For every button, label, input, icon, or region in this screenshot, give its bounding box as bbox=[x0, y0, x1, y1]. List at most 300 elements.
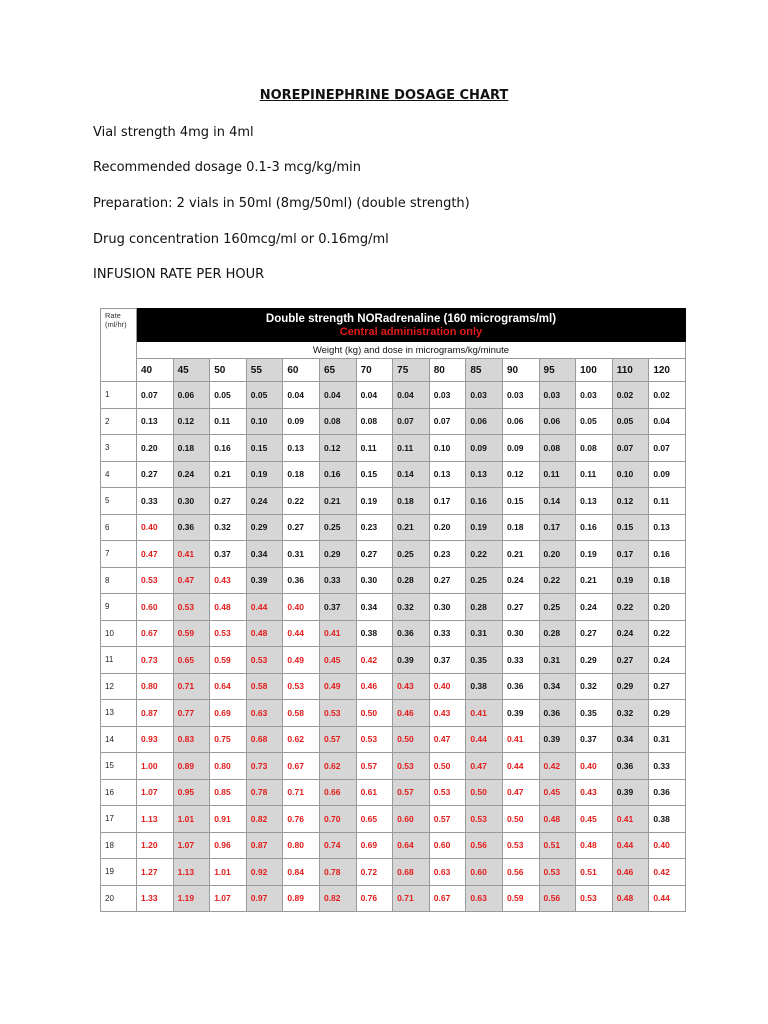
dose-cell: 0.40 bbox=[649, 832, 686, 859]
dose-cell: 0.13 bbox=[466, 461, 503, 488]
dose-cell: 0.34 bbox=[246, 541, 283, 568]
dose-cell: 0.02 bbox=[612, 382, 649, 409]
dose-cell: 0.50 bbox=[502, 806, 539, 833]
dose-cell: 0.64 bbox=[210, 673, 247, 700]
dose-cell: 1.01 bbox=[173, 806, 210, 833]
dose-cell: 0.03 bbox=[576, 382, 613, 409]
dose-cell: 0.19 bbox=[356, 488, 393, 515]
rate-column-header: Rate (ml/hr) bbox=[101, 309, 137, 382]
dose-cell: 0.80 bbox=[137, 673, 174, 700]
dose-cell: 0.53 bbox=[137, 567, 174, 594]
dose-cell: 0.78 bbox=[246, 779, 283, 806]
dose-cell: 0.04 bbox=[393, 382, 430, 409]
weight-header-cell: 120 bbox=[649, 359, 686, 382]
dose-cell: 0.44 bbox=[466, 726, 503, 753]
dose-cell: 0.36 bbox=[539, 700, 576, 727]
dose-cell: 0.25 bbox=[393, 541, 430, 568]
dose-cell: 0.11 bbox=[393, 435, 430, 462]
dose-cell: 0.60 bbox=[393, 806, 430, 833]
dose-cell: 0.71 bbox=[173, 673, 210, 700]
dose-cell: 0.93 bbox=[137, 726, 174, 753]
dose-cell: 0.23 bbox=[429, 541, 466, 568]
dose-cell: 0.28 bbox=[466, 594, 503, 621]
dose-cell: 0.53 bbox=[466, 806, 503, 833]
dose-cell: 0.24 bbox=[246, 488, 283, 515]
dose-cell: 0.20 bbox=[429, 514, 466, 541]
dose-cell: 0.73 bbox=[246, 753, 283, 780]
weight-header-cell: 60 bbox=[283, 359, 320, 382]
banner-subtitle: Central administration only bbox=[339, 326, 483, 338]
dose-cell: 0.47 bbox=[137, 541, 174, 568]
dose-cell: 0.43 bbox=[210, 567, 247, 594]
dose-cell: 0.08 bbox=[356, 408, 393, 435]
dose-cell: 0.29 bbox=[246, 514, 283, 541]
dose-cell: 0.38 bbox=[356, 620, 393, 647]
dose-cell: 0.56 bbox=[502, 859, 539, 886]
rate-cell: 3 bbox=[101, 435, 137, 462]
dose-cell: 0.36 bbox=[393, 620, 430, 647]
dose-cell: 0.10 bbox=[429, 435, 466, 462]
dose-cell: 1.20 bbox=[137, 832, 174, 859]
dose-cell: 0.87 bbox=[246, 832, 283, 859]
dose-cell: 0.70 bbox=[319, 806, 356, 833]
dose-cell: 0.37 bbox=[319, 594, 356, 621]
dose-cell: 0.06 bbox=[466, 408, 503, 435]
dose-cell: 0.47 bbox=[466, 753, 503, 780]
dose-cell: 0.47 bbox=[429, 726, 466, 753]
rate-cell: 19 bbox=[101, 859, 137, 886]
rate-cell: 2 bbox=[101, 408, 137, 435]
dose-cell: 0.62 bbox=[283, 726, 320, 753]
dose-cell: 0.68 bbox=[393, 859, 430, 886]
dose-cell: 0.14 bbox=[539, 488, 576, 515]
dose-cell: 0.20 bbox=[649, 594, 686, 621]
dose-cell: 0.12 bbox=[173, 408, 210, 435]
dose-cell: 0.47 bbox=[173, 567, 210, 594]
dose-cell: 0.69 bbox=[356, 832, 393, 859]
dose-cell: 0.32 bbox=[612, 700, 649, 727]
dose-cell: 0.21 bbox=[210, 461, 247, 488]
rate-cell: 7 bbox=[101, 541, 137, 568]
dose-cell: 0.12 bbox=[319, 435, 356, 462]
dose-cell: 0.53 bbox=[356, 726, 393, 753]
dose-cell: 0.37 bbox=[210, 541, 247, 568]
dose-cell: 0.96 bbox=[210, 832, 247, 859]
dose-cell: 0.09 bbox=[502, 435, 539, 462]
dose-cell: 0.44 bbox=[649, 885, 686, 912]
vial-strength-line: Vial strength 4mg in 4ml bbox=[93, 125, 254, 140]
dose-cell: 1.27 bbox=[137, 859, 174, 886]
table-row bbox=[101, 514, 686, 541]
dose-cell: 0.18 bbox=[502, 514, 539, 541]
dose-cell: 0.16 bbox=[466, 488, 503, 515]
dose-cell: 0.08 bbox=[319, 408, 356, 435]
dose-cell: 0.21 bbox=[393, 514, 430, 541]
dose-cell: 0.11 bbox=[576, 461, 613, 488]
rate-cell: 17 bbox=[101, 806, 137, 833]
rate-cell: 12 bbox=[101, 673, 137, 700]
table-row bbox=[101, 541, 686, 568]
dose-cell: 0.22 bbox=[283, 488, 320, 515]
dose-cell: 0.74 bbox=[319, 832, 356, 859]
dose-cell: 0.28 bbox=[393, 567, 430, 594]
dose-cell: 0.92 bbox=[246, 859, 283, 886]
table-row bbox=[101, 567, 686, 594]
weight-subheader: Weight (kg) and dose in micrograms/kg/minute bbox=[137, 342, 686, 359]
dose-cell: 0.57 bbox=[429, 806, 466, 833]
dose-cell: 0.05 bbox=[210, 382, 247, 409]
dose-cell: 0.43 bbox=[576, 779, 613, 806]
dose-cell: 0.25 bbox=[319, 514, 356, 541]
dose-cell: 0.34 bbox=[612, 726, 649, 753]
dose-cell: 0.48 bbox=[576, 832, 613, 859]
weight-header-cell: 45 bbox=[173, 359, 210, 382]
dose-cell: 0.49 bbox=[283, 647, 320, 674]
dose-cell: 0.31 bbox=[466, 620, 503, 647]
dose-cell: 0.61 bbox=[356, 779, 393, 806]
dose-cell: 0.51 bbox=[576, 859, 613, 886]
dose-cell: 0.21 bbox=[576, 567, 613, 594]
dose-cell: 0.15 bbox=[246, 435, 283, 462]
dose-cell: 0.58 bbox=[283, 700, 320, 727]
dose-cell: 0.46 bbox=[356, 673, 393, 700]
dose-cell: 0.50 bbox=[466, 779, 503, 806]
table-row bbox=[101, 806, 686, 833]
dose-cell: 0.85 bbox=[210, 779, 247, 806]
table-row bbox=[101, 488, 686, 515]
dose-cell: 0.50 bbox=[429, 753, 466, 780]
dose-cell: 0.16 bbox=[319, 461, 356, 488]
table-row bbox=[101, 753, 686, 780]
weight-header-cell: 70 bbox=[356, 359, 393, 382]
dose-cell: 0.43 bbox=[393, 673, 430, 700]
table-row bbox=[101, 885, 686, 912]
dose-cell: 0.24 bbox=[173, 461, 210, 488]
dose-cell: 0.14 bbox=[393, 461, 430, 488]
dose-cell: 0.41 bbox=[612, 806, 649, 833]
dose-cell: 0.11 bbox=[649, 488, 686, 515]
table-row bbox=[101, 620, 686, 647]
dose-cell: 0.84 bbox=[283, 859, 320, 886]
dose-cell: 0.11 bbox=[210, 408, 247, 435]
dose-cell: 0.48 bbox=[612, 885, 649, 912]
dose-cell: 0.07 bbox=[612, 435, 649, 462]
dose-cell: 0.23 bbox=[356, 514, 393, 541]
dose-cell: 0.83 bbox=[173, 726, 210, 753]
dose-cell: 0.27 bbox=[137, 461, 174, 488]
dose-cell: 0.36 bbox=[502, 673, 539, 700]
dose-cell: 0.20 bbox=[137, 435, 174, 462]
rate-cell: 10 bbox=[101, 620, 137, 647]
dose-cell: 0.45 bbox=[319, 647, 356, 674]
dose-cell: 0.41 bbox=[319, 620, 356, 647]
dose-cell: 0.32 bbox=[393, 594, 430, 621]
dose-cell: 0.19 bbox=[612, 567, 649, 594]
dose-cell: 0.18 bbox=[283, 461, 320, 488]
dose-cell: 0.47 bbox=[502, 779, 539, 806]
dose-cell: 0.30 bbox=[173, 488, 210, 515]
dose-cell: 0.09 bbox=[466, 435, 503, 462]
dose-cell: 0.19 bbox=[466, 514, 503, 541]
dose-cell: 0.53 bbox=[246, 647, 283, 674]
dose-cell: 0.06 bbox=[173, 382, 210, 409]
dosage-table-body bbox=[101, 382, 686, 912]
dose-cell: 0.24 bbox=[576, 594, 613, 621]
dose-cell: 0.29 bbox=[649, 700, 686, 727]
dose-cell: 0.39 bbox=[246, 567, 283, 594]
dose-cell: 0.25 bbox=[466, 567, 503, 594]
dose-cell: 0.27 bbox=[283, 514, 320, 541]
dose-cell: 0.27 bbox=[356, 541, 393, 568]
table-row bbox=[101, 779, 686, 806]
dose-cell: 1.07 bbox=[210, 885, 247, 912]
dose-cell: 0.41 bbox=[173, 541, 210, 568]
dose-cell: 1.01 bbox=[210, 859, 247, 886]
dose-cell: 0.45 bbox=[539, 779, 576, 806]
dose-cell: 0.22 bbox=[612, 594, 649, 621]
dose-cell: 0.73 bbox=[137, 647, 174, 674]
dose-cell: 0.35 bbox=[466, 647, 503, 674]
dose-cell: 0.87 bbox=[137, 700, 174, 727]
rate-cell: 20 bbox=[101, 885, 137, 912]
weight-header-cell: 110 bbox=[612, 359, 649, 382]
dose-cell: 0.33 bbox=[137, 488, 174, 515]
dose-cell: 0.50 bbox=[393, 726, 430, 753]
dose-cell: 0.78 bbox=[319, 859, 356, 886]
table-row bbox=[101, 673, 686, 700]
dose-cell: 0.19 bbox=[246, 461, 283, 488]
dose-cell: 1.19 bbox=[173, 885, 210, 912]
dose-cell: 0.59 bbox=[502, 885, 539, 912]
table-row bbox=[101, 382, 686, 409]
dose-cell: 0.09 bbox=[649, 461, 686, 488]
table-row bbox=[101, 726, 686, 753]
table-row bbox=[101, 461, 686, 488]
dose-cell: 0.53 bbox=[210, 620, 247, 647]
dose-cell: 0.30 bbox=[356, 567, 393, 594]
dose-cell: 0.44 bbox=[502, 753, 539, 780]
dose-cell: 0.66 bbox=[319, 779, 356, 806]
dose-cell: 0.18 bbox=[649, 567, 686, 594]
banner-title: Double strength NORadrenaline (160 micrograms/ml) bbox=[265, 313, 557, 325]
dose-cell: 0.07 bbox=[649, 435, 686, 462]
dose-cell: 0.30 bbox=[429, 594, 466, 621]
weight-header-cell: 90 bbox=[502, 359, 539, 382]
dose-cell: 0.10 bbox=[612, 461, 649, 488]
dose-cell: 0.45 bbox=[576, 806, 613, 833]
dose-cell: 0.60 bbox=[429, 832, 466, 859]
dose-cell: 0.59 bbox=[173, 620, 210, 647]
dose-cell: 0.05 bbox=[612, 408, 649, 435]
dose-cell: 0.08 bbox=[576, 435, 613, 462]
dose-cell: 0.29 bbox=[576, 647, 613, 674]
dose-cell: 0.44 bbox=[246, 594, 283, 621]
dose-cell: 0.76 bbox=[283, 806, 320, 833]
dose-cell: 0.53 bbox=[173, 594, 210, 621]
dose-cell: 0.36 bbox=[283, 567, 320, 594]
weight-header-cell: 95 bbox=[539, 359, 576, 382]
dose-cell: 0.80 bbox=[283, 832, 320, 859]
dose-cell: 0.04 bbox=[356, 382, 393, 409]
dose-cell: 0.29 bbox=[612, 673, 649, 700]
drug-concentration-line: Drug concentration 160mcg/ml or 0.16mg/ml bbox=[93, 232, 389, 247]
dose-cell: 0.56 bbox=[539, 885, 576, 912]
dose-cell: 0.33 bbox=[502, 647, 539, 674]
dose-cell: 0.53 bbox=[539, 859, 576, 886]
dose-cell: 0.71 bbox=[283, 779, 320, 806]
dose-cell: 0.04 bbox=[649, 408, 686, 435]
dose-cell: 0.65 bbox=[356, 806, 393, 833]
dose-cell: 0.27 bbox=[502, 594, 539, 621]
dose-cell: 0.32 bbox=[576, 673, 613, 700]
dose-cell: 0.48 bbox=[210, 594, 247, 621]
table-banner bbox=[137, 309, 686, 342]
dose-cell: 0.42 bbox=[356, 647, 393, 674]
dose-cell: 0.31 bbox=[283, 541, 320, 568]
table-row bbox=[101, 700, 686, 727]
dose-cell: 0.48 bbox=[246, 620, 283, 647]
table-row bbox=[101, 594, 686, 621]
dose-cell: 0.22 bbox=[649, 620, 686, 647]
dose-cell: 0.05 bbox=[576, 408, 613, 435]
dose-cell: 0.32 bbox=[210, 514, 247, 541]
rate-cell: 11 bbox=[101, 647, 137, 674]
rate-cell: 18 bbox=[101, 832, 137, 859]
dose-cell: 0.38 bbox=[649, 806, 686, 833]
rate-cell: 16 bbox=[101, 779, 137, 806]
dose-cell: 0.33 bbox=[319, 567, 356, 594]
dose-cell: 0.13 bbox=[576, 488, 613, 515]
weight-header-cell: 40 bbox=[137, 359, 174, 382]
dose-cell: 0.16 bbox=[649, 541, 686, 568]
dose-cell: 0.21 bbox=[502, 541, 539, 568]
dose-cell: 0.15 bbox=[502, 488, 539, 515]
dose-cell: 0.60 bbox=[466, 859, 503, 886]
dose-cell: 0.64 bbox=[393, 832, 430, 859]
dose-cell: 0.22 bbox=[539, 567, 576, 594]
dose-cell: 0.17 bbox=[429, 488, 466, 515]
dose-cell: 0.27 bbox=[429, 567, 466, 594]
dose-cell: 0.72 bbox=[356, 859, 393, 886]
dose-cell: 0.48 bbox=[539, 806, 576, 833]
dose-cell: 0.06 bbox=[502, 408, 539, 435]
dose-cell: 0.02 bbox=[649, 382, 686, 409]
dose-cell: 0.03 bbox=[539, 382, 576, 409]
dose-cell: 1.13 bbox=[173, 859, 210, 886]
dose-cell: 0.53 bbox=[393, 753, 430, 780]
dose-cell: 1.13 bbox=[137, 806, 174, 833]
rate-cell: 8 bbox=[101, 567, 137, 594]
dose-cell: 0.13 bbox=[429, 461, 466, 488]
dose-cell: 0.42 bbox=[539, 753, 576, 780]
dose-cell: 0.07 bbox=[429, 408, 466, 435]
weight-header-cell: 80 bbox=[429, 359, 466, 382]
dose-cell: 0.25 bbox=[539, 594, 576, 621]
dose-cell: 0.06 bbox=[539, 408, 576, 435]
dose-cell: 0.62 bbox=[319, 753, 356, 780]
dose-cell: 0.44 bbox=[612, 832, 649, 859]
dose-cell: 0.46 bbox=[612, 859, 649, 886]
dose-cell: 0.39 bbox=[502, 700, 539, 727]
dose-cell: 0.95 bbox=[173, 779, 210, 806]
dose-cell: 0.31 bbox=[539, 647, 576, 674]
dose-cell: 0.17 bbox=[612, 541, 649, 568]
dose-cell: 1.00 bbox=[137, 753, 174, 780]
dose-cell: 0.41 bbox=[466, 700, 503, 727]
dose-cell: 0.67 bbox=[429, 885, 466, 912]
dose-cell: 0.43 bbox=[429, 700, 466, 727]
dose-cell: 0.51 bbox=[539, 832, 576, 859]
dose-cell: 0.15 bbox=[356, 461, 393, 488]
rate-cell: 4 bbox=[101, 461, 137, 488]
infusion-rate-heading: INFUSION RATE PER HOUR bbox=[93, 267, 265, 282]
rate-cell: 15 bbox=[101, 753, 137, 780]
table-row bbox=[101, 832, 686, 859]
dose-cell: 0.40 bbox=[429, 673, 466, 700]
dose-cell: 0.76 bbox=[356, 885, 393, 912]
dose-cell: 0.97 bbox=[246, 885, 283, 912]
dose-cell: 0.37 bbox=[576, 726, 613, 753]
dose-cell: 0.29 bbox=[319, 541, 356, 568]
recommended-dosage-line: Recommended dosage 0.1-3 mcg/kg/min bbox=[93, 160, 361, 175]
dose-cell: 0.53 bbox=[319, 700, 356, 727]
dose-cell: 0.46 bbox=[393, 700, 430, 727]
dose-cell: 0.71 bbox=[393, 885, 430, 912]
dose-cell: 0.33 bbox=[429, 620, 466, 647]
dose-cell: 0.57 bbox=[393, 779, 430, 806]
dose-cell: 0.42 bbox=[649, 859, 686, 886]
weight-header-cell: 75 bbox=[393, 359, 430, 382]
dose-cell: 0.40 bbox=[137, 514, 174, 541]
dose-cell: 0.80 bbox=[210, 753, 247, 780]
dose-cell: 0.59 bbox=[210, 647, 247, 674]
dose-cell: 0.89 bbox=[283, 885, 320, 912]
rate-cell: 5 bbox=[101, 488, 137, 515]
dose-cell: 0.77 bbox=[173, 700, 210, 727]
dose-cell: 0.07 bbox=[137, 382, 174, 409]
dose-cell: 0.27 bbox=[576, 620, 613, 647]
dose-cell: 0.31 bbox=[649, 726, 686, 753]
dose-cell: 0.69 bbox=[210, 700, 247, 727]
weight-header-cell: 65 bbox=[319, 359, 356, 382]
dose-cell: 0.03 bbox=[429, 382, 466, 409]
dose-cell: 0.67 bbox=[137, 620, 174, 647]
weight-header-cell: 100 bbox=[576, 359, 613, 382]
dose-cell: 0.10 bbox=[246, 408, 283, 435]
dose-cell: 0.27 bbox=[210, 488, 247, 515]
dose-cell: 0.07 bbox=[393, 408, 430, 435]
dose-cell: 0.19 bbox=[576, 541, 613, 568]
dose-cell: 0.08 bbox=[539, 435, 576, 462]
dose-cell: 0.34 bbox=[356, 594, 393, 621]
dose-cell: 0.34 bbox=[539, 673, 576, 700]
dose-cell: 0.57 bbox=[319, 726, 356, 753]
dose-cell: 0.16 bbox=[576, 514, 613, 541]
dose-cell: 0.24 bbox=[502, 567, 539, 594]
dose-cell: 0.56 bbox=[466, 832, 503, 859]
dose-cell: 0.37 bbox=[429, 647, 466, 674]
dose-cell: 0.05 bbox=[246, 382, 283, 409]
table-row bbox=[101, 647, 686, 674]
dose-cell: 0.27 bbox=[649, 673, 686, 700]
dose-cell: 0.82 bbox=[246, 806, 283, 833]
dose-cell: 0.36 bbox=[649, 779, 686, 806]
dose-cell: 0.24 bbox=[612, 620, 649, 647]
dose-cell: 0.15 bbox=[612, 514, 649, 541]
dose-cell: 0.09 bbox=[283, 408, 320, 435]
dose-cell: 0.03 bbox=[502, 382, 539, 409]
dose-cell: 0.53 bbox=[429, 779, 466, 806]
